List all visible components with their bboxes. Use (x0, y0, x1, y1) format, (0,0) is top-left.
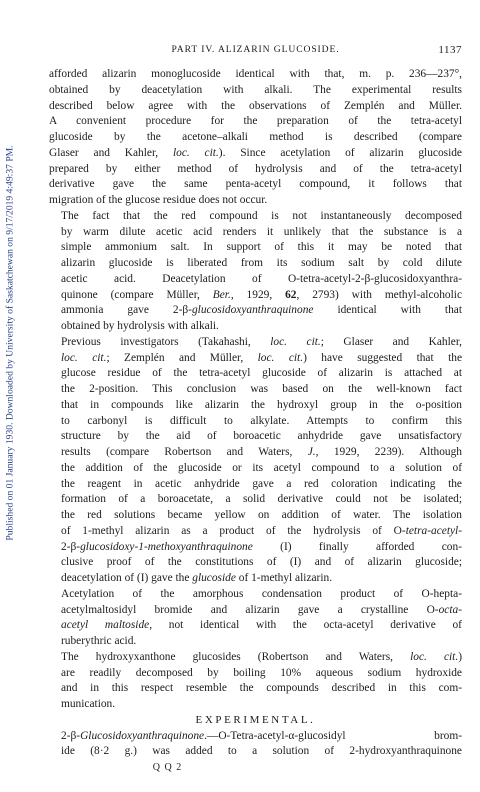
article-body (49, 67, 462, 776)
paragraph-1-line: afforded alizarin monoglucoside identical with that, m. p. 236—237°, (49, 68, 462, 80)
paragraph-3-line: structure by the aid of boroacetic anhydride gave unsatisfactory (61, 430, 462, 443)
paragraph-3 (49, 335, 462, 587)
paragraph-4-line: acetylmaltosidyl bromide and alizarin gave a crystalline O-octa- (61, 603, 462, 616)
paragraph-3-line: of 1-methyl alizarin as a product of the hydrolysis of O-tetra-acetyl- (61, 524, 462, 537)
paragraph-3-line: results (compare Robertson and Waters, J., 1929, 2239). Although (61, 446, 462, 458)
paragraph-3-line: clusive proof of the constitutions of (I) and of alizarin glucoside; (61, 556, 462, 569)
paragraph-2-line: obtained by hydrolysis with alkali. (61, 320, 219, 332)
paragraph-3-line: 2-β-glucosidoxy-1-methoxyanthraquinone (I) finally afforded con- (61, 540, 462, 553)
paragraph-1-line: Glaser and Kahler, loc. cit.). Since acetylation of alizarin glucoside (49, 146, 462, 159)
paragraph-3-line: to carbonyl is difficult to alkylate. Attempts to confirm this (61, 414, 462, 427)
paragraph-2 (49, 209, 462, 335)
paragraph-5-line: munication. (61, 698, 116, 710)
paragraph-3-line: that in compounds like alizarin the hydroxyl group in the o-position (61, 398, 462, 411)
paragraph-2-line: by warm dilute acetic acid renders it unlikely that the substance is a (61, 225, 462, 238)
paragraph-experimental (49, 729, 462, 761)
running-title: PART IV. ALIZARIN GLUCOSIDE. (171, 44, 340, 55)
paragraph-1-line: A convenient procedure for the preparation of the tetra-acetyl (49, 115, 462, 128)
paragraph-3-line: the addition of the glucoside or its acetyl compound to a solution of (61, 461, 462, 474)
paragraph-2-line: simple ammonium salt. In support of this it may be noted that (61, 241, 462, 254)
paragraph-2-line: quinone (compare Müller, Ber., 1929, 62, 2793) with methyl-alcoholic (61, 288, 462, 301)
paragraph-1-line: obtained by deacetylation with alkali. The experimental results (49, 83, 462, 96)
signature-mark: Q Q 2 (152, 762, 183, 773)
download-watermark (3, 70, 17, 616)
paragraph-3-line: Previous investigators (Takahashi, loc. cit.; Glaser and Kahler, (61, 335, 462, 348)
paragraph-4-line: ruberythric acid. (61, 635, 137, 647)
paragraph-experimental-line: 2-β-Glucosidoxyanthraquinone.—O-Tetra-acetyl-α-glucosidyl brom- (61, 729, 462, 742)
paragraph-1 (49, 67, 462, 209)
paragraph-1-line: described below agree with the observations of Zemplén and Müller. (49, 99, 462, 112)
section-heading: EXPERIMENTAL. (195, 713, 316, 726)
running-header (49, 44, 462, 58)
paragraph-5-line: and in this respect resemble the compounds described in this com- (61, 682, 462, 695)
paragraph-1-line: derivative gave the same penta-acetyl compound, it follows that (49, 178, 462, 191)
paragraph-5-line: are readily decomposed by boiling 10% aqueous sodium hydroxide (61, 666, 462, 679)
paragraph-2-line: alizarin glucoside is liberated from its sodium salt by cold dilute (61, 257, 462, 269)
paragraph-1-line: glucoside by the acetone–alkali method is described (compare (49, 131, 462, 143)
paragraph-3-line: the 2-position. This conclusion was based on the well-known fact (61, 383, 462, 395)
paragraph-3-line: formation of a boroacetate, a solid derivative could not be isolated; (61, 493, 462, 506)
page-number: 1137 (438, 44, 462, 56)
paragraph-3-line: the red solutions became yellow on addition of water. The isolation (61, 509, 462, 521)
paragraph-2-line: acetic acid. Deacetylation of O-tetra-acetyl-2-β-glucosidoxyanthra- (61, 272, 462, 285)
paragraph-4-line: acetyl maltoside, not identical with the octa-acetyl derivative of (61, 619, 462, 632)
paragraph-4-line: Acetylation of the amorphous condensation product of O-hepta- (61, 587, 462, 600)
paragraph-2-line: ammonia gave 2-β-glucosidoxyanthraquinone identical with that (61, 304, 462, 317)
paragraph-1-line: migration of the glucose residue does not occur. (49, 194, 268, 206)
paragraph-3-line: deacetylation of (I) gave the glucoside of 1-methyl alizarin. (61, 572, 333, 584)
paragraph-3-line: glucose residue of the tetra-acetyl glucoside of alizarin is attached at (61, 367, 462, 380)
paragraph-5-line: The hydroxyxanthone glucosides (Robertson and Waters, loc. cit.) (61, 650, 462, 663)
paragraph-5 (49, 650, 462, 713)
paragraph-3-line: the reagent in acetic anhydride gave a red coloration indicating the (61, 477, 462, 490)
download-watermark-text: Published on 01 January 1930. Downloaded by University of Saskatchewan on 9/17/2019 4:49:37 PM. (4, 145, 16, 541)
paragraph-4 (49, 587, 462, 650)
paragraph-2-line: The fact that the red compound is not instantaneously decomposed (61, 209, 462, 222)
paragraph-3-line: loc. cit.; Zemplén and Müller, loc. cit.) have suggested that the (61, 351, 462, 364)
paragraph-experimental-line: ide (8·2 g.) was added to a solution of 2-hydroxyanthraquinone (61, 745, 462, 758)
paragraph-1-line: prepared by either method of hydrolysis and of the tetra-acetyl (49, 162, 462, 175)
